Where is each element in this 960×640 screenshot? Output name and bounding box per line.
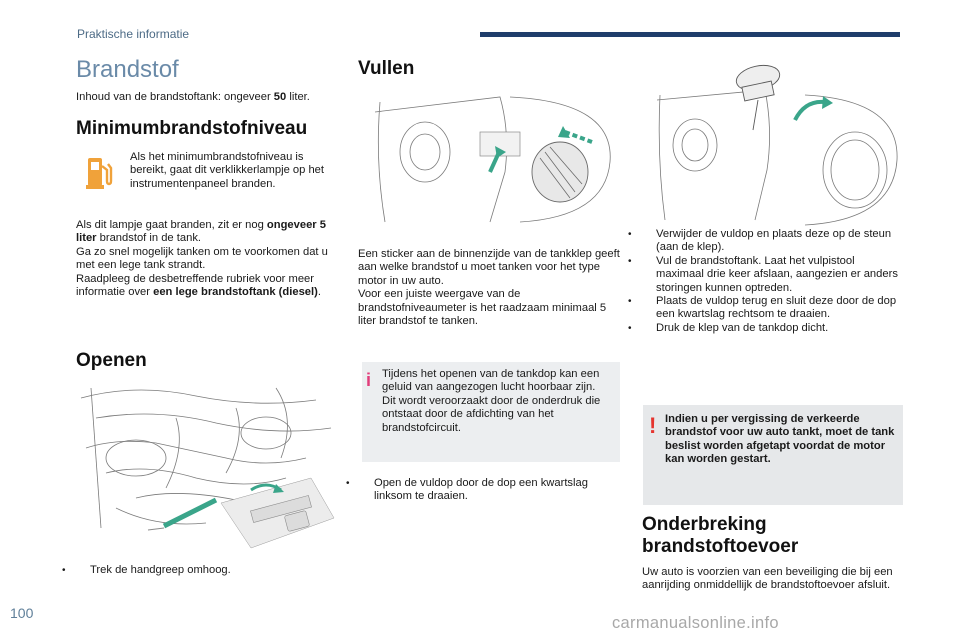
openen-title: Openen	[76, 350, 147, 371]
brandstof-title: Brandstof	[76, 56, 179, 83]
fuel-cap-removed-illustration	[655, 60, 905, 230]
tank-capacity	[76, 91, 346, 104]
minimum-p3: Raadpleeg de desbetreffende rubriek voor meer informatie over een lege brandstoftank (diesel).	[76, 272, 321, 299]
fuel-pump-icon	[84, 152, 114, 192]
capacity-suffix: liter.	[286, 91, 310, 103]
step-item: • Plaats de vuldop terug en sluit deze door de dop een kwartslag rechtsom te draaien.	[628, 295, 897, 321]
minimum-p2: Ga zo snel mogelijk tanken om te voorkomen dat u met een lege tank strandt.	[76, 245, 328, 272]
onderbreking-title-line1: Onderbreking	[642, 514, 767, 535]
page-number: 100	[10, 605, 34, 621]
minimum-p1: Als dit lampje gaat branden, zit er nog ongeveer 5 liter brandstof in de tank.	[76, 219, 326, 245]
info-panel	[362, 362, 620, 462]
onderbreking-text: Uw auto is voorzien van een beveiliging die bij een aanrijding onmiddellijk de brandstoftoevoer afsluit.	[642, 566, 893, 592]
steps-list	[628, 228, 904, 335]
capacity-value: 50	[273, 91, 287, 103]
vullen-bullet: • Open de vuldop door de dop een kwartslag linksom te draaien.	[346, 477, 588, 503]
step-item: • Druk de klep van de tankdop dicht.	[628, 321, 829, 334]
warning-icon: !	[649, 413, 657, 438]
watermark: carmanualsonline.info	[612, 614, 779, 632]
vullen-title: Vullen	[358, 58, 415, 79]
minimum-title: Minimumbrandstofniveau	[76, 118, 308, 139]
bullet-icon: •	[62, 565, 66, 576]
warning-text: Indien u per vergissing de verkeerde brandstof voor uw auto tankt, moet de tank beslist worden afgetapt voordat de motor kan worden gestart.	[665, 413, 895, 466]
fuel-flap-cap-illustration	[370, 92, 620, 232]
header-accent-bar	[480, 32, 900, 37]
info-icon: i	[366, 370, 372, 390]
section-label: Praktische informatie	[77, 27, 190, 41]
openen-bullet: • Trek de handgreep omhoog.	[62, 564, 231, 576]
bullet-icon: •	[346, 478, 350, 489]
warning-panel	[643, 405, 903, 505]
step-item: • Verwijder de vuldop en plaats deze op de steun (aan de klep).	[628, 228, 892, 254]
step-item: • Vul de brandstoftank. Laat het vulpistool maximaal drie keer afslaan, aangezien er anders storingen kunnen optreden.	[628, 254, 898, 294]
info-text: Tijdens het openen van de tankdop kan een geluid van aangezogen lucht hoorbaar zijn. Dit wordt veroorzaakt door de onderdruk die ontstaat door de afdichting van het brandstofcircuit.	[382, 368, 601, 434]
interior-handle-illustration	[76, 378, 338, 560]
vullen-p2: Voor een juiste weergave van de brandstofniveaumeter is het raadzaam minimaal 5 liter brandstof te tanken.	[358, 288, 607, 328]
lamp-description: Als het minimumbrandstofniveau is bereikt, gaat dit verklikkerlampje op het instrumentenpaneel branden.	[130, 151, 325, 190]
vullen-body	[358, 248, 620, 328]
onderbreking-title	[642, 514, 798, 558]
vullen-p1: Een sticker aan de binnenzijde van de tankklep geeft aan welke brandstof u moet tanken voor het type motor in uw auto.	[358, 248, 620, 287]
capacity-prefix: Inhoud van de brandstoftank: ongeveer	[76, 91, 274, 103]
onderbreking-title-line2: brandstoftoevoer	[642, 536, 799, 557]
minimum-body	[76, 219, 338, 299]
